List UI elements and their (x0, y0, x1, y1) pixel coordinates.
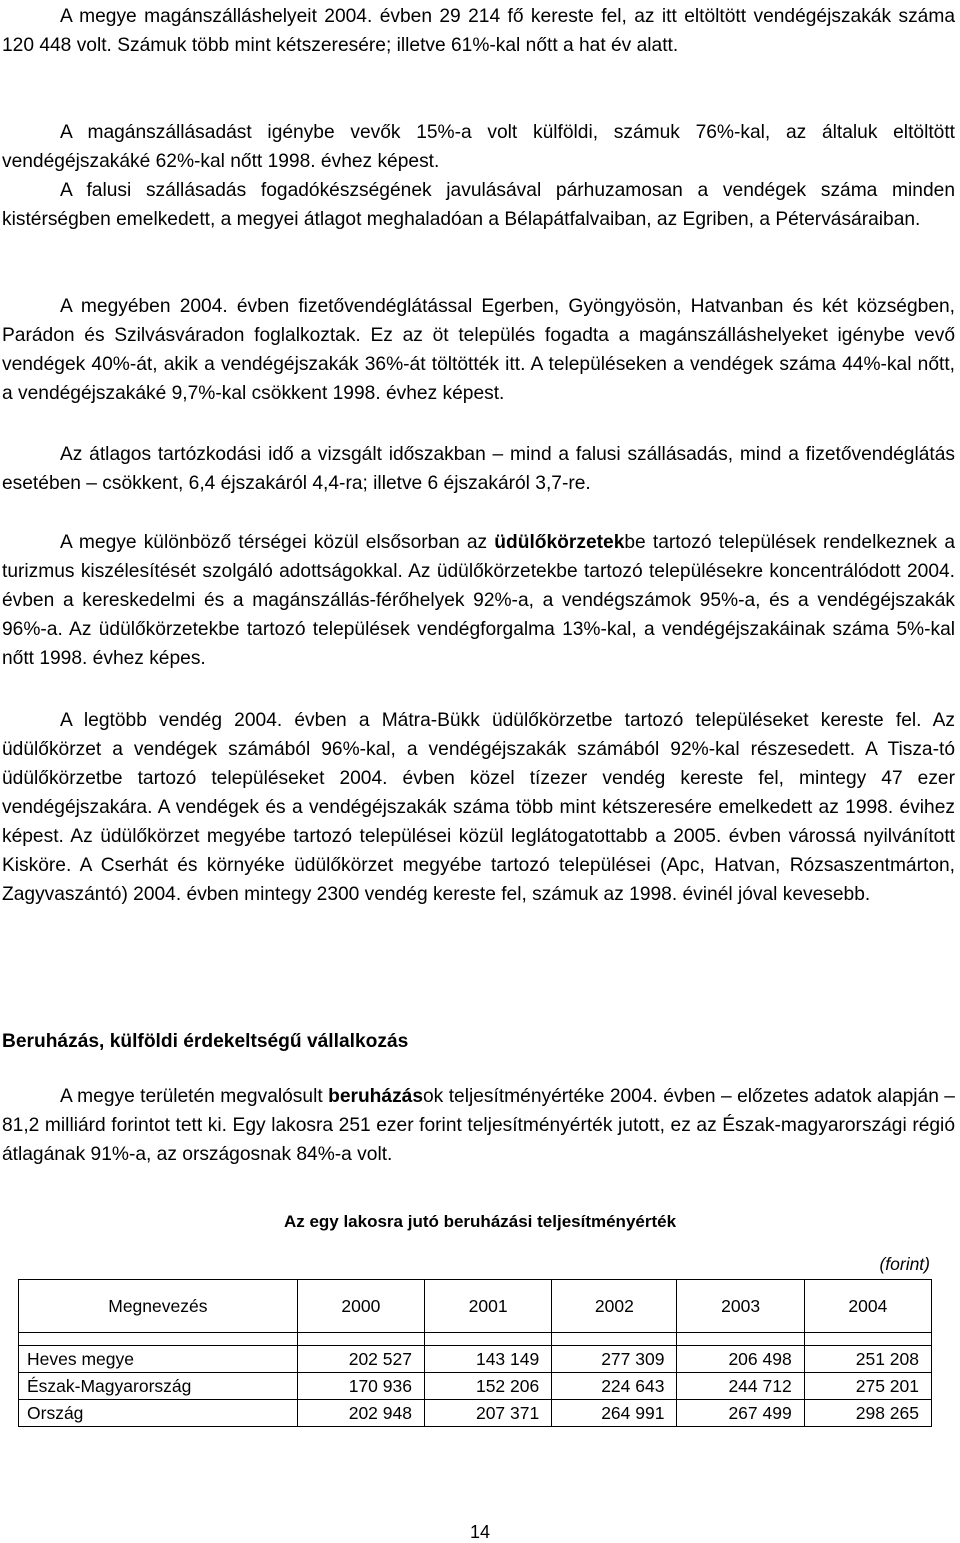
column-header: 2002 (552, 1280, 677, 1333)
spacer-cell (677, 1333, 804, 1346)
page-number: 14 (469, 1522, 491, 1542)
text-run: A megye különböző térségei közül elsősorban az (60, 532, 495, 553)
paragraph-average-stay: Az átlagos tartózkodási idő a vizsgált időszakban – mind a falusi szállásadás, mind a fizetővendéglátás esetében – csökkent, 6,4 éjszakáról 4,4-ra; illetve 6 éjszakáról 3,7-re. (2, 444, 955, 494)
table-cell: 207 371 (424, 1400, 551, 1427)
table-spacer-row (19, 1333, 932, 1346)
investment-per-capita-table (18, 1279, 932, 1427)
table-cell: 244 712 (677, 1373, 804, 1400)
bold-term-investment: beruházás (328, 1086, 424, 1107)
paragraph-resort-areas (2, 528, 955, 673)
row-label: Ország (19, 1400, 298, 1427)
column-header: 2004 (804, 1280, 931, 1333)
paragraph-paid-hospitality: A megyében 2004. évben fizetővendéglátással Egerben, Gyöngyösön, Hatvanban és két községben, Parádon és Szilvásváradon foglalkoztak. Ez az öt település fogadta a magánszálláshelyeket igénybe vevő vendégek 40%-át, akik a vendégéjszakák 36%-át töltötték itt. A településeken a vendégek száma 44%-kal nőtt, a vendégéjszakáké 9,7%-kal csökkent 1998. évhez képest. (2, 296, 955, 404)
table-row (19, 1346, 932, 1373)
table-cell: 251 208 (804, 1346, 931, 1373)
table-cell: 298 265 (804, 1400, 931, 1427)
table-row (19, 1400, 932, 1427)
spacer-cell (424, 1333, 551, 1346)
spacer-cell (804, 1333, 931, 1346)
table-cell: 267 499 (677, 1400, 804, 1427)
row-label: Észak-Magyarország (19, 1373, 298, 1400)
paragraph-matra-bukk: A legtöbb vendég 2004. évben a Mátra-Bükk üdülőkörzetbe tartozó településeket kereste fel. Az üdülőkörzet a vendégek számából 96%-kal, a vendégéjszakák számából 92%-kal részesedett. A Tisza-tó üdülőkörzetbe tartozó településeket 2004. évben közel tízezer vendég kereste fel, mintegy 47 ezer vendégéjszakára. A vendégek és a vendégéjszakák száma több mint kétszeresére emelkedett az 1998. évihez képest. Az üdülőkörzet megyébe tartozó települései közül leglátogatottabb a 2005. évben várossá nyilvánított Kisköre. A Cserhát és környéke üdülőkörzet megyébe tartozó települései (Apc, Hatvan, Rózsaszentmárton, Zagyvaszántó) 2004. évben mintegy 2300 vendég kereste fel, számuk az 1998. évinél jóval kevesebb. (2, 710, 955, 905)
table-cell: 264 991 (552, 1400, 677, 1427)
table-header-row (19, 1280, 932, 1333)
spacer-cell (552, 1333, 677, 1346)
table-cell: 224 643 (552, 1373, 677, 1400)
bold-term-resort-areas: üdülőkörzetek (494, 532, 625, 553)
table-row (19, 1373, 932, 1400)
spacer-cell (19, 1333, 298, 1346)
table-cell: 202 948 (297, 1400, 424, 1427)
text-run: be tartozó települések rendelkeznek a turizmus kiszélesítését szolgáló adottságokkal. Az üdülőkörzetekbe tartozó településekre koncentrálódott 2004. évben a kereskedelmi és a magánszállás-férőhelyek 92%-a, a vendégszámok 95%-a, és a vendégéjszakák 96%-a. Az üdülőkörzetekbe tartozó települések vendégforgalma 13%-kal, a vendégéjszakáinak száma 5%-kal nőtt 1998. évhez képes. (2, 532, 955, 669)
table-cell: 170 936 (297, 1373, 424, 1400)
table-unit: (forint) (879, 1254, 930, 1274)
paragraph-foreign-guests: A magánszállásadást igénybe vevők 15%-a volt külföldi, számuk 76%-kal, az általuk eltöltött vendégéjszakáké 62%-kal nőtt 1998. évhez képest. (2, 122, 955, 172)
table-cell: 143 149 (424, 1346, 551, 1373)
table-cell: 275 201 (804, 1373, 931, 1400)
table-cell: 206 498 (677, 1346, 804, 1373)
text-run: ok teljesítményértéke 2004. évben – előzetes adatok alapján – 81,2 milliárd forintot tett ki. Egy lakosra 251 ezer forint teljesítményérték jutott, ez az Észak-magyarországi régió átlagának 91%-a, az országosnak 84%-a volt. (2, 1086, 955, 1165)
table-cell: 202 527 (297, 1346, 424, 1373)
column-header: 2000 (297, 1280, 424, 1333)
paragraph-private-accommodation: A megye magánszálláshelyeit 2004. évben 29 214 fő kereste fel, az itt eltöltött vendégéjszakák száma 120 448 volt. Számuk több mint kétszeresére; illetve 61%-kal nőtt a hat év alatt. (2, 6, 955, 56)
paragraph-investment (2, 1082, 955, 1169)
table-cell: 277 309 (552, 1346, 677, 1373)
column-header: 2003 (677, 1280, 804, 1333)
section-heading-investment: Beruházás, külföldi érdekeltségű vállalkozás (2, 1031, 409, 1052)
paragraph-rural-tourism: A falusi szállásadás fogadókészségének javulásával párhuzamosan a vendégek száma minden kistérségben emelkedett, a megyei átlagot meghaladóan a Bélapátfalvaiban, az Egriben, a Pétervásáraiban. (2, 180, 955, 230)
spacer-cell (297, 1333, 424, 1346)
column-header: Megnevezés (19, 1280, 298, 1333)
row-label: Heves megye (19, 1346, 298, 1373)
table-title: Az egy lakosra jutó beruházási teljesítményérték (283, 1212, 677, 1231)
table-cell: 152 206 (424, 1373, 551, 1400)
column-header: 2001 (424, 1280, 551, 1333)
text-run: A megye területén megvalósult (60, 1086, 329, 1107)
